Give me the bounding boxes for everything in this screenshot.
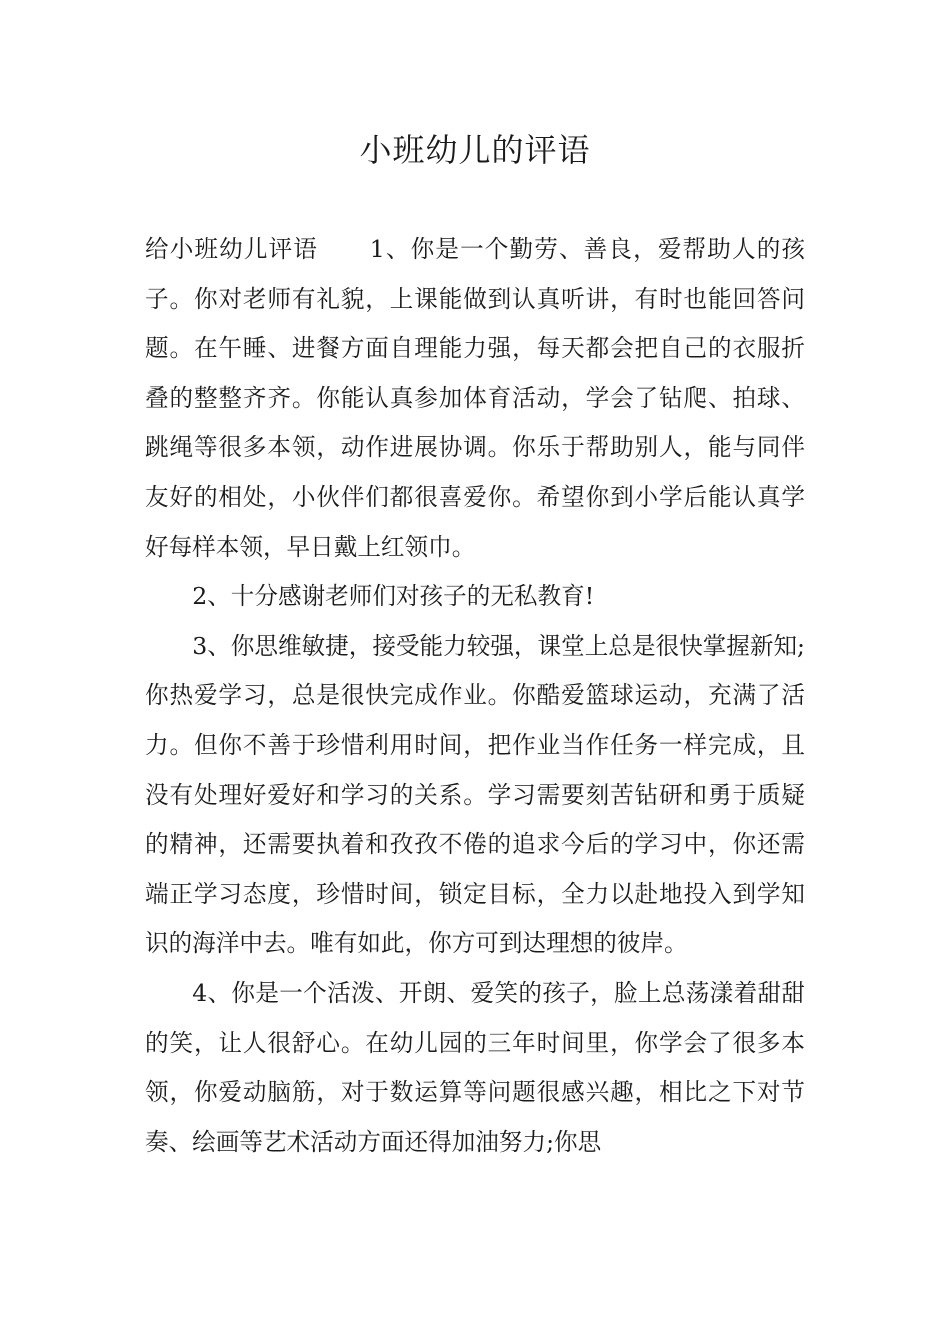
document-title: 小班幼儿的评语: [359, 131, 591, 169]
paragraph-2: 2、十分感谢老师们对孩子的无私教育!: [192, 582, 595, 611]
paragraph-4: 4、你是一个活泼、开朗、爱笑的孩子，脸上总荡漾着甜甜的笑，让人很舒心。在幼儿园的三年时间里，你学会了很多本领，你爱动脑筋，对于数运算等问题很感兴趣，相比之下对节奏、绘画等艺术活动方面还得加油努力;你思: [145, 978, 805, 1156]
document-body: [145, 225, 805, 1167]
intro-label: 给小班幼儿评语: [145, 235, 319, 263]
paragraph-1: [145, 225, 805, 572]
paragraph-1-text: 1、你是一个勤劳、善良，爱帮助人的孩子。你对老师有礼貌，上课能做到认真听讲，有时也能回答问题。在午睡、进餐方面自理能力强，每天都会把自己的衣服折叠的整整齐齐。你能认真参加体育活动，学会了钻爬、拍球、跳绳等很多本领，动作进展协调。你乐于帮助别人，能与同伴友好的相处，小伙伴们都很喜爱你。希望你到小学后能认真学好每样本领，早日戴上红领巾。: [145, 235, 806, 561]
paragraph-3: 3、你思维敏捷，接受能力较强，课堂上总是很快掌握新知;你热爱学习，总是很快完成作业。你酷爱篮球运动，充满了活力。但你不善于珍惜利用时间，把作业当作任务一样完成，且没有处理好爱好和学习的关系。学习需要刻苦钻研和勇于质疑的精神，还需要执着和孜孜不倦的追求今后的学习中，你还需端正学习态度，珍惜时间，锁定目标，全力以赴地投入到学知识的海洋中去。唯有如此，你方可到达理想的彼岸。: [145, 631, 805, 958]
